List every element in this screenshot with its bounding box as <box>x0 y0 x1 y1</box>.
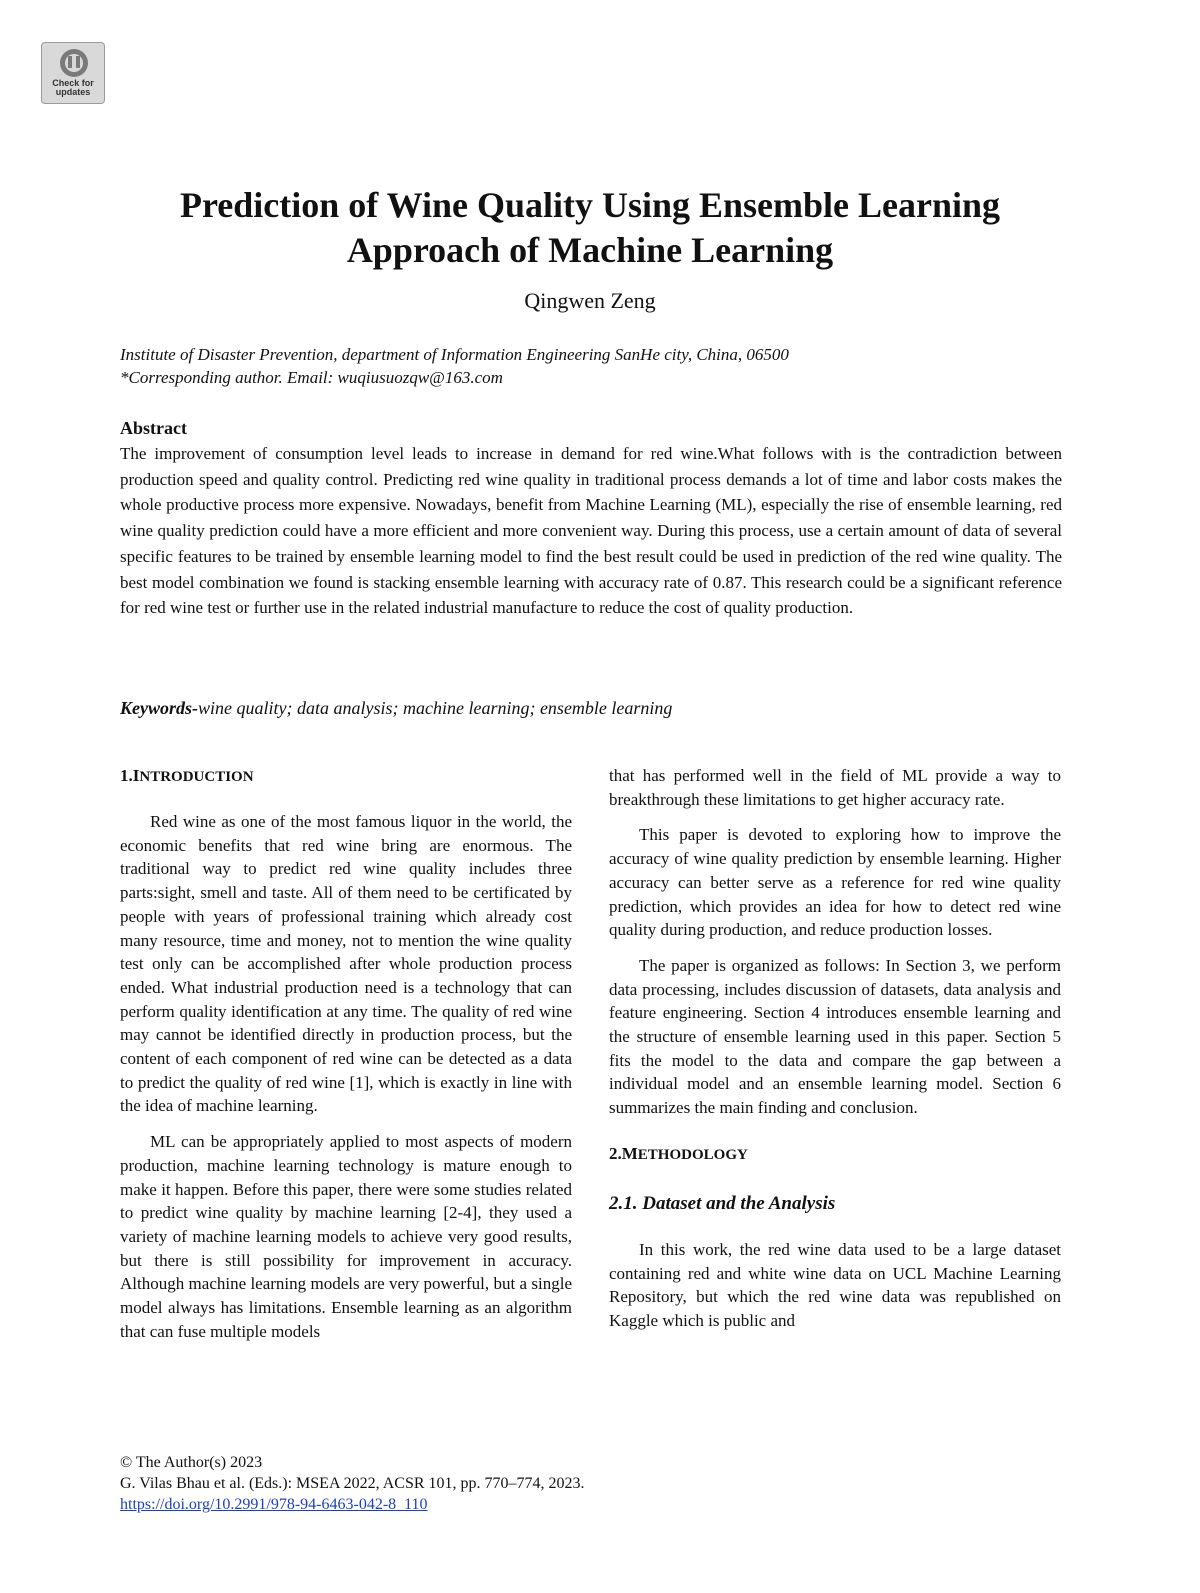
footer <box>120 1452 820 1515</box>
author-name: Qingwen Zeng <box>524 288 656 313</box>
affiliation-block <box>120 343 1060 389</box>
section-2-number: 2.M <box>609 1143 638 1163</box>
subsection-2-1-heading: 2.1. Dataset and the Analysis <box>609 1192 836 1214</box>
check-for-updates-badge[interactable] <box>41 42 105 104</box>
paper-title <box>100 183 1080 273</box>
section-1-number: 1.I <box>120 766 140 785</box>
keywords-label: Keywords- <box>120 698 198 718</box>
citation: G. Vilas Bhau et al. (Eds.): MSEA 2022, ACSR 101, pp. 770–774, 2023. <box>120 1475 585 1492</box>
intro-paragraph-2: ML can be appropriately applied to most aspects of modern production, machine learning technology is mature enough to make it happen. Before this paper, there were some studies related to predict wine quality by machine learning [2-4], they used a variety of machine learning models to achieve very good results, but there is still possibility for improvement in accuracy. Although machine learning models are very powerful, but a single model always has limitations. Ensemble learning as an algorithm that can fuse multiple models <box>120 1132 572 1341</box>
doi-link[interactable]: https://doi.org/10.2991/978-94-6463-042-8_110 <box>120 1496 428 1513</box>
intro-paragraph-2-continued: that has performed well in the field of ML provide a way to breakthrough these limitations to get higher accuracy rate. <box>609 766 1061 809</box>
title-line-1: Prediction of Wine Quality Using Ensemble Learning <box>179 185 1001 225</box>
section-2-heading <box>609 1142 1061 1167</box>
corresponding-author: *Corresponding author. Email: wuqiusuozqw@163.com <box>120 368 503 387</box>
abstract-heading: Abstract <box>120 418 187 438</box>
section-2-title: ETHODOLOGY <box>637 1146 748 1163</box>
affiliation: Institute of Disaster Prevention, department of Information Engineering SanHe city, China, 06500 <box>120 345 789 364</box>
crossmark-icon <box>55 47 93 79</box>
check-for-updates-label: Check for updates <box>52 78 94 97</box>
abstract-text: The improvement of consumption level leads to increase in demand for red wine.What follows with is the contradiction between production speed and quality control. Predicting red wine quality in traditional process demands a lot of time and labor costs makes the whole productive process more expensive. Nowadays, benefit from Machine Learning (ML), especially the rise of ensemble learning, red wine quality prediction could have a more efficient and more convenient way. During this process, use a certain amount of data of several specific features to be trained by ensemble learning model to find the best result could be used in prediction of the red wine quality. The best model combination we found is stacking ensemble learning with accuracy rate of 0.87. This research could be a significant reference for red wine test or further use in the related industrial manufacture to reduce the cost of quality production. <box>120 444 1062 618</box>
methodology-paragraph-1: In this work, the red wine data used to be a large dataset containing red and white wine data on UCL Machine Learning Repository, but which the red wine data was republished on Kaggle which is public and <box>609 1239 1061 1330</box>
intro-paragraph-4: The paper is organized as follows: In Section 3, we perform data processing, includes discussion of datasets, data analysis and feature engineering. Section 4 introduces ensemble learning and the structure of ensemble learning used in this paper. Section 5 fits the model to the data and compare the gap between a individual model and an ensemble learning model. Section 6 summarizes the main finding and conclusion. <box>609 955 1061 1118</box>
intro-paragraph-1: Red wine as one of the most famous liquor in the world, the economic benefits that red wine bring are enormous. The traditional way to predict red wine quality includes three parts:sight, smell and taste. All of them need to be certificated by people with years of professional training which already cost many resource, time and money, not to mention the wine quality test only can be accomplished after whole production process ended. What industrial production need is a technology that can perform quality identification at any time. The quality of red wine may cannot be identified directly in production process, but the content of each component of red wine can be detected as a data to predict the quality of red wine [1], which is exactly in line with the idea of machine learning. <box>120 812 572 1116</box>
right-column <box>609 764 1061 1333</box>
title-line-2: Approach of Machine Learning <box>346 230 834 270</box>
keywords-text: wine quality; data analysis; machine learning; ensemble learning <box>198 698 673 718</box>
keywords <box>120 696 1062 720</box>
intro-paragraph-3: This paper is devoted to exploring how to improve the accuracy of wine quality prediction by ensemble learning. Higher accuracy can better serve as a reference for red wine quality prediction, which provides an idea for how to detect red wine quality during production, and reduce production losses. <box>609 825 1061 940</box>
left-column <box>120 764 572 1343</box>
section-1-heading <box>120 764 572 789</box>
copyright: © The Author(s) 2023 <box>120 1454 263 1471</box>
section-1-title: NTRODUCTION <box>139 769 254 785</box>
